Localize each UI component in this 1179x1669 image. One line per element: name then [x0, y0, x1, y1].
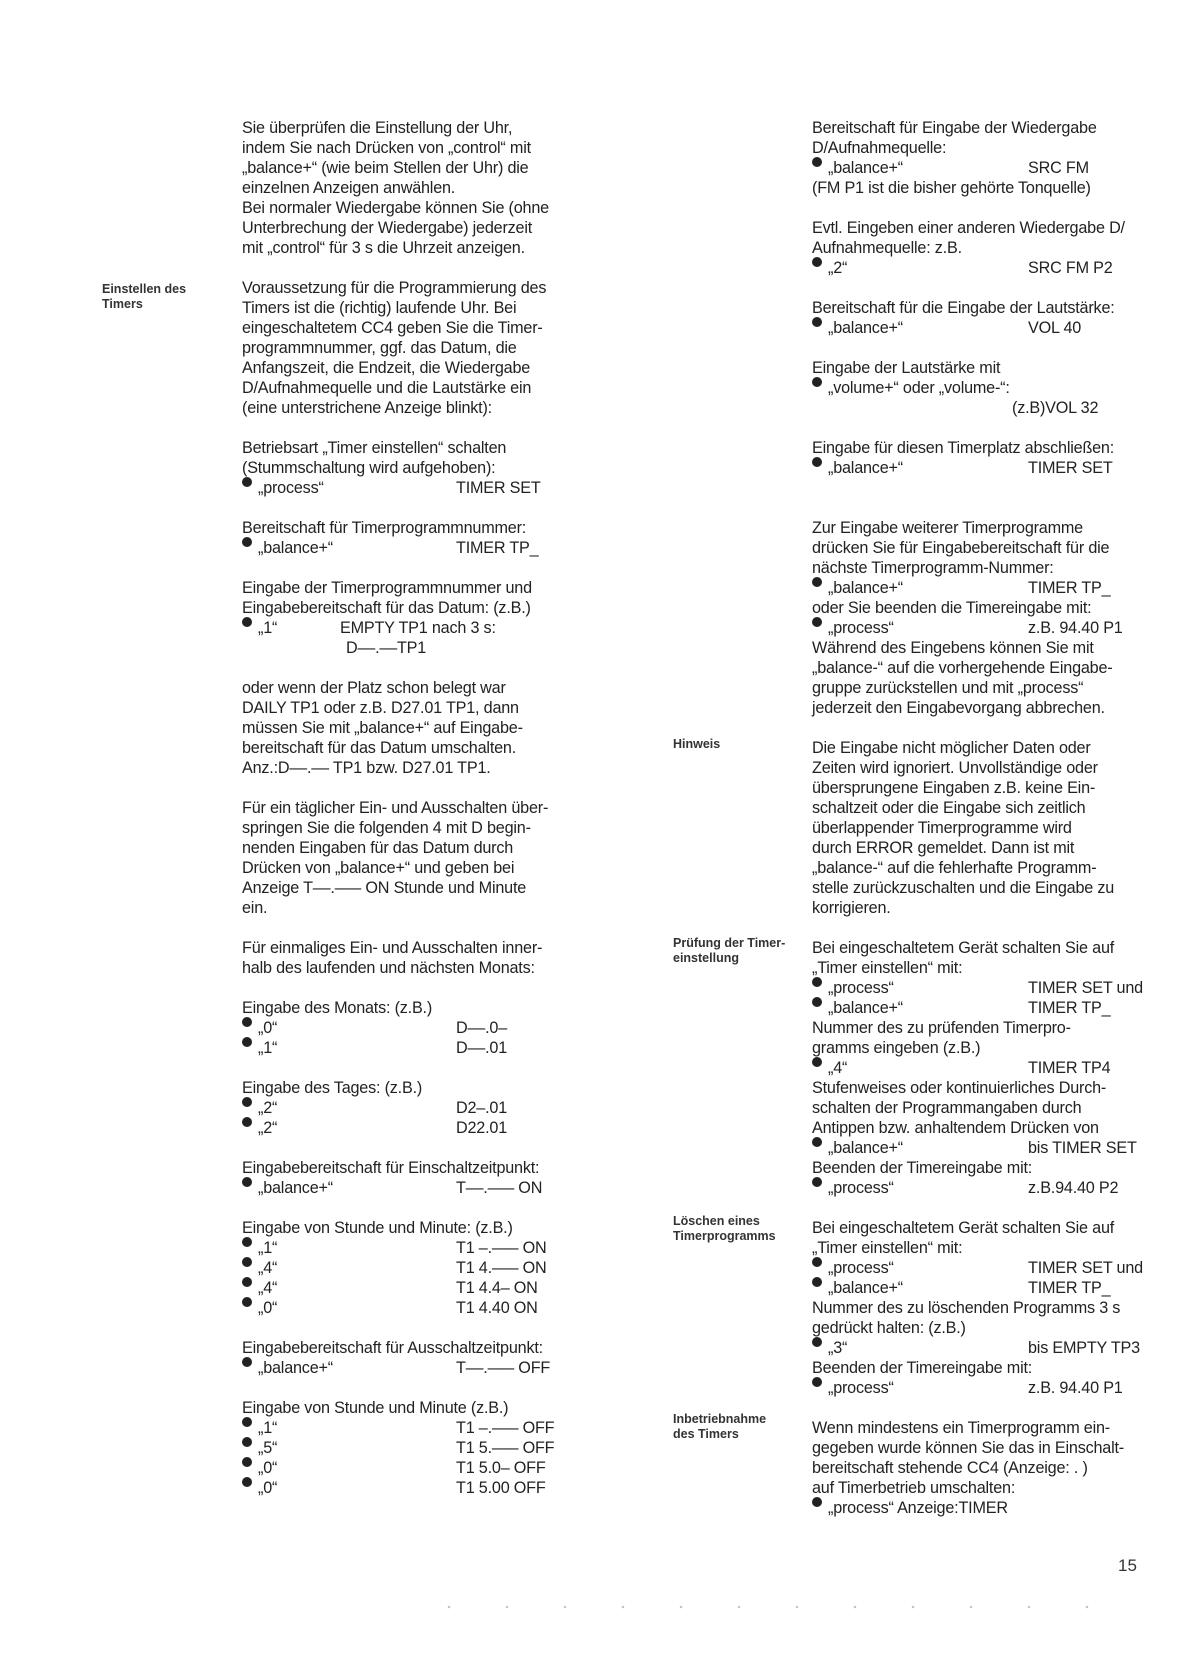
bullet-icon [242, 1457, 252, 1467]
instruction-row: „5“ T1 5.––– OFF [242, 1438, 602, 1458]
bullet-icon [812, 257, 822, 267]
instruction-row: „0“ T1 4.40 ON [242, 1298, 602, 1318]
bullet-icon [242, 1277, 252, 1287]
instruction-row: „process“ z.B. 94.40 P1 [812, 1378, 1157, 1398]
instruction-row: „balance+“ TIMER SET [812, 458, 1157, 478]
paragraph: Eingabe des Tages: (z.B.) [242, 1079, 423, 1097]
instruction-row: „balance+“ SRC FM [812, 158, 1157, 178]
bullet-icon [242, 1237, 252, 1247]
left-column [242, 118, 602, 1498]
paragraph: Wenn mindestens ein Timerprogramm ein- gegeben wurde können Sie das in Einschalt- bereitschaft stehende CC4 (Anzeige: . ) auf Timerbetrieb umschalten: [812, 1419, 1124, 1497]
instruction-row: „balance+“ T––.––– OFF [242, 1358, 602, 1378]
bullet-icon [812, 617, 822, 627]
paragraph: Nummer des zu löschenden Programms 3 s gedrückt halten: (z.B.) [812, 1299, 1121, 1337]
instruction-row: „3“ bis EMPTY TP3 [812, 1338, 1157, 1358]
bullet-icon [812, 157, 822, 167]
instruction-row: „balance+“ TIMER TP_ [812, 998, 1157, 1018]
bullet-icon [812, 1337, 822, 1347]
instruction-row: „2“ D22.01 [242, 1118, 602, 1138]
side-label-pruefung: Prüfung der Timer- einstellung [673, 936, 786, 965]
bullet-icon [812, 1277, 822, 1287]
side-label-loeschen: Löschen eines Timerprogramms [673, 1214, 776, 1243]
instruction-row: „1“ D––.01 [242, 1038, 602, 1058]
instruction-row: „2“ D2–.01 [242, 1098, 602, 1118]
paragraph: Für ein täglicher Ein- und Ausschalten über- springen Sie die folgenden 4 mit D begin- nenden Eingaben für das Datum durch Drücken von „balance+“ und geben bei Anzeige T––.––– ON Stunde und Minute ein. [242, 799, 549, 917]
paragraph: Nummer des zu prüfenden Timerpro- gramms eingeben (z.B.) [812, 1019, 1071, 1057]
instruction-row: „1“ T1 –.––– ON [242, 1238, 602, 1258]
paragraph: Zur Eingabe weiterer Timerprogramme drücken Sie für Eingabebereitschaft für die nächste Timerprogramm-Nummer: [812, 519, 1110, 577]
bullet-icon [242, 1357, 252, 1367]
page-number: 15 [1118, 1556, 1137, 1575]
bullet-icon [812, 1377, 822, 1387]
instruction-row: „4“ T1 4.––– ON [242, 1258, 602, 1278]
instruction-row: „process“ TIMER SET und [812, 1258, 1157, 1278]
instruction-row: „balance+“ TIMER TP_ [812, 1278, 1157, 1298]
paragraph: oder Sie beenden die Timereingabe mit: [812, 599, 1092, 617]
paragraph: Eingabe des Monats: (z.B.) [242, 999, 433, 1017]
instruction-row: „volume+“ oder „volume-“: [812, 378, 1157, 398]
paragraph: Stufenweises oder kontinuierliches Durch- schalten der Programmangaben durch Antippen bzw. anhaltendem Drücken von [812, 1079, 1107, 1137]
bullet-icon [812, 1257, 822, 1267]
instruction-row: D––.––TP1 [346, 639, 427, 657]
paragraph: Die Eingabe nicht möglicher Daten oder Zeiten wird ignoriert. Unvollständige oder übersprungene Eingaben z.B. keine Ein- schaltzeit oder die Eingabe sich zeitlich überlappender Timerprogramme wird durch ERROR gemeldet. Dann ist mit „balance-“ auf die fehlerhafte Programm- stelle zurückzuschalten und die Eingabe zu korrigieren. [812, 739, 1115, 917]
scan-artifact [420, 1605, 1140, 1609]
bullet-icon [242, 1117, 252, 1127]
bullet-icon [812, 977, 822, 987]
instruction-row: „balance+“ TIMER TP_ [242, 538, 602, 558]
paragraph: Evtl. Eingeben einer anderen Wiedergabe D/ Aufnahmequelle: z.B. [812, 219, 1125, 257]
bullet-icon [812, 377, 822, 387]
bullet-icon [242, 1417, 252, 1427]
side-label-hinweis: Hinweis [673, 737, 721, 751]
instruction-row: „process“ TIMER SET [242, 478, 602, 498]
bullet-icon [242, 1477, 252, 1487]
paragraph: Eingabebereitschaft für Ausschaltzeitpunkt: [242, 1339, 543, 1357]
paragraph: Eingabe für diesen Timerplatz abschließen: [812, 439, 1115, 457]
bullet-icon [812, 1177, 822, 1187]
paragraph: Voraussetzung für die Programmierung des Timers ist die (richtig) laufende Uhr. Bei eingeschaltetem CC4 geben Sie die Timer- programmnummer, ggf. das Datum, die Anfangszeit, die Endzeit, die Wiedergabe D/Aufnahmequelle und die Lautstärke ein (eine unterstrichene Anzeige blinkt): [242, 279, 547, 417]
paragraph: Bereitschaft für Timerprogrammnummer: [242, 519, 527, 537]
bullet-icon [242, 1177, 252, 1187]
paragraph: Eingabe der Timerprogrammnummer und Eingabebereitschaft für das Datum: (z.B.) [242, 579, 532, 617]
instruction-row: „balance+“ VOL 40 [812, 318, 1157, 338]
paragraph: Betriebsart „Timer einstellen“ schalten (Stummschaltung wird aufgehoben): [242, 439, 507, 477]
paragraph: Bereitschaft für die Eingabe der Lautstärke: [812, 299, 1115, 317]
side-label-einstellen: Einstellen des Timers [102, 282, 187, 311]
instruction-row: „1“ T1 –.––– OFF [242, 1418, 602, 1438]
instruction-row: „1“ EMPTY TP1 nach 3 s: [242, 618, 602, 638]
bullet-icon [812, 317, 822, 327]
bullet-icon [812, 997, 822, 1007]
paragraph: (FM P1 ist die bisher gehörte Tonquelle) [812, 179, 1091, 197]
instruction-row: „2“ SRC FM P2 [812, 258, 1157, 278]
paragraph: Beenden der Timereingabe mit: [812, 1159, 1033, 1177]
bullet-icon [242, 1097, 252, 1107]
bullet-icon [242, 1257, 252, 1267]
bullet-icon [812, 1137, 822, 1147]
instruction-row: „balance+“ TIMER TP_ [812, 578, 1157, 598]
instruction-row: „process“ z.B.94.40 P2 [812, 1178, 1157, 1198]
paragraph: Eingabe der Lautstärke mit [812, 359, 1001, 377]
instruction-row: „balance+“ bis TIMER SET [812, 1138, 1157, 1158]
bullet-icon [242, 617, 252, 627]
instruction-row: „0“ D––.0– [242, 1018, 602, 1038]
bullet-icon [812, 1057, 822, 1067]
instruction-row: „process“ z.B. 94.40 P1 [812, 618, 1157, 638]
paragraph: Bei eingeschaltetem Gerät schalten Sie auf „Timer einstellen“ mit: [812, 939, 1115, 977]
instruction-row: (z.B)VOL 32 [1012, 399, 1099, 417]
paragraph: Eingabe von Stunde und Minute (z.B.) [242, 1399, 509, 1417]
bullet-icon [812, 457, 822, 467]
paragraph: Beenden der Timereingabe mit: [812, 1359, 1033, 1377]
side-label-inbetrieb: Inbetriebnahme des Timers [673, 1412, 767, 1441]
instruction-row: „process“ TIMER SET und [812, 978, 1157, 998]
paragraph: Eingabe von Stunde und Minute: (z.B.) [242, 1219, 513, 1237]
bullet-icon [812, 1497, 822, 1507]
paragraph: Sie überprüfen die Einstellung der Uhr, indem Sie nach Drücken von „control“ mit „balance+“ (wie beim Stellen der Uhr) die einzelnen Anzeigen anwählen. Bei normaler Wiedergabe können Sie (ohne Unterbrechung der Wiedergabe) jederzeit mit „control“ für 3 s die Uhrzeit anzeigen. [242, 119, 549, 257]
bullet-icon [242, 1017, 252, 1027]
paragraph: Eingabebereitschaft für Einschaltzeitpunkt: [242, 1159, 540, 1177]
paragraph: Bei eingeschaltetem Gerät schalten Sie auf „Timer einstellen“ mit: [812, 1219, 1115, 1257]
paragraph: Während des Eingebens können Sie mit „balance-“ auf die vorhergehende Eingabe- gruppe zurückstellen und mit „process“ jederzeit den Eingabevorgang abbrechen. [812, 639, 1113, 717]
bullet-icon [812, 577, 822, 587]
instruction-row: „4“ TIMER TP4 [812, 1058, 1157, 1078]
right-column [812, 118, 1157, 1518]
bullet-icon [242, 537, 252, 547]
bullet-icon [242, 477, 252, 487]
bullet-icon [242, 1437, 252, 1447]
instruction-row: „0“ T1 5.0– OFF [242, 1458, 602, 1478]
paragraph: oder wenn der Platz schon belegt war DAILY TP1 oder z.B. D27.01 TP1, dann müssen Sie mit „balance+“ auf Eingabe- bereitschaft für das Datum umschalten. Anz.:D––.–– TP1 bzw. D27.01 TP1. [242, 679, 523, 777]
bullet-icon [242, 1037, 252, 1047]
instruction-row: „process“ Anzeige:TIMER [812, 1498, 1157, 1518]
instruction-row: „0“ T1 5.00 OFF [242, 1478, 602, 1498]
instruction-row: „4“ T1 4.4– ON [242, 1278, 602, 1298]
paragraph: Für einmaliges Ein- und Ausschalten inner- halb des laufenden und nächsten Monats: [242, 939, 543, 977]
bullet-icon [242, 1297, 252, 1307]
paragraph: Bereitschaft für Eingabe der Wiedergabe D/Aufnahmequelle: [812, 119, 1097, 157]
instruction-row: „balance+“ T––.––– ON [242, 1178, 602, 1198]
